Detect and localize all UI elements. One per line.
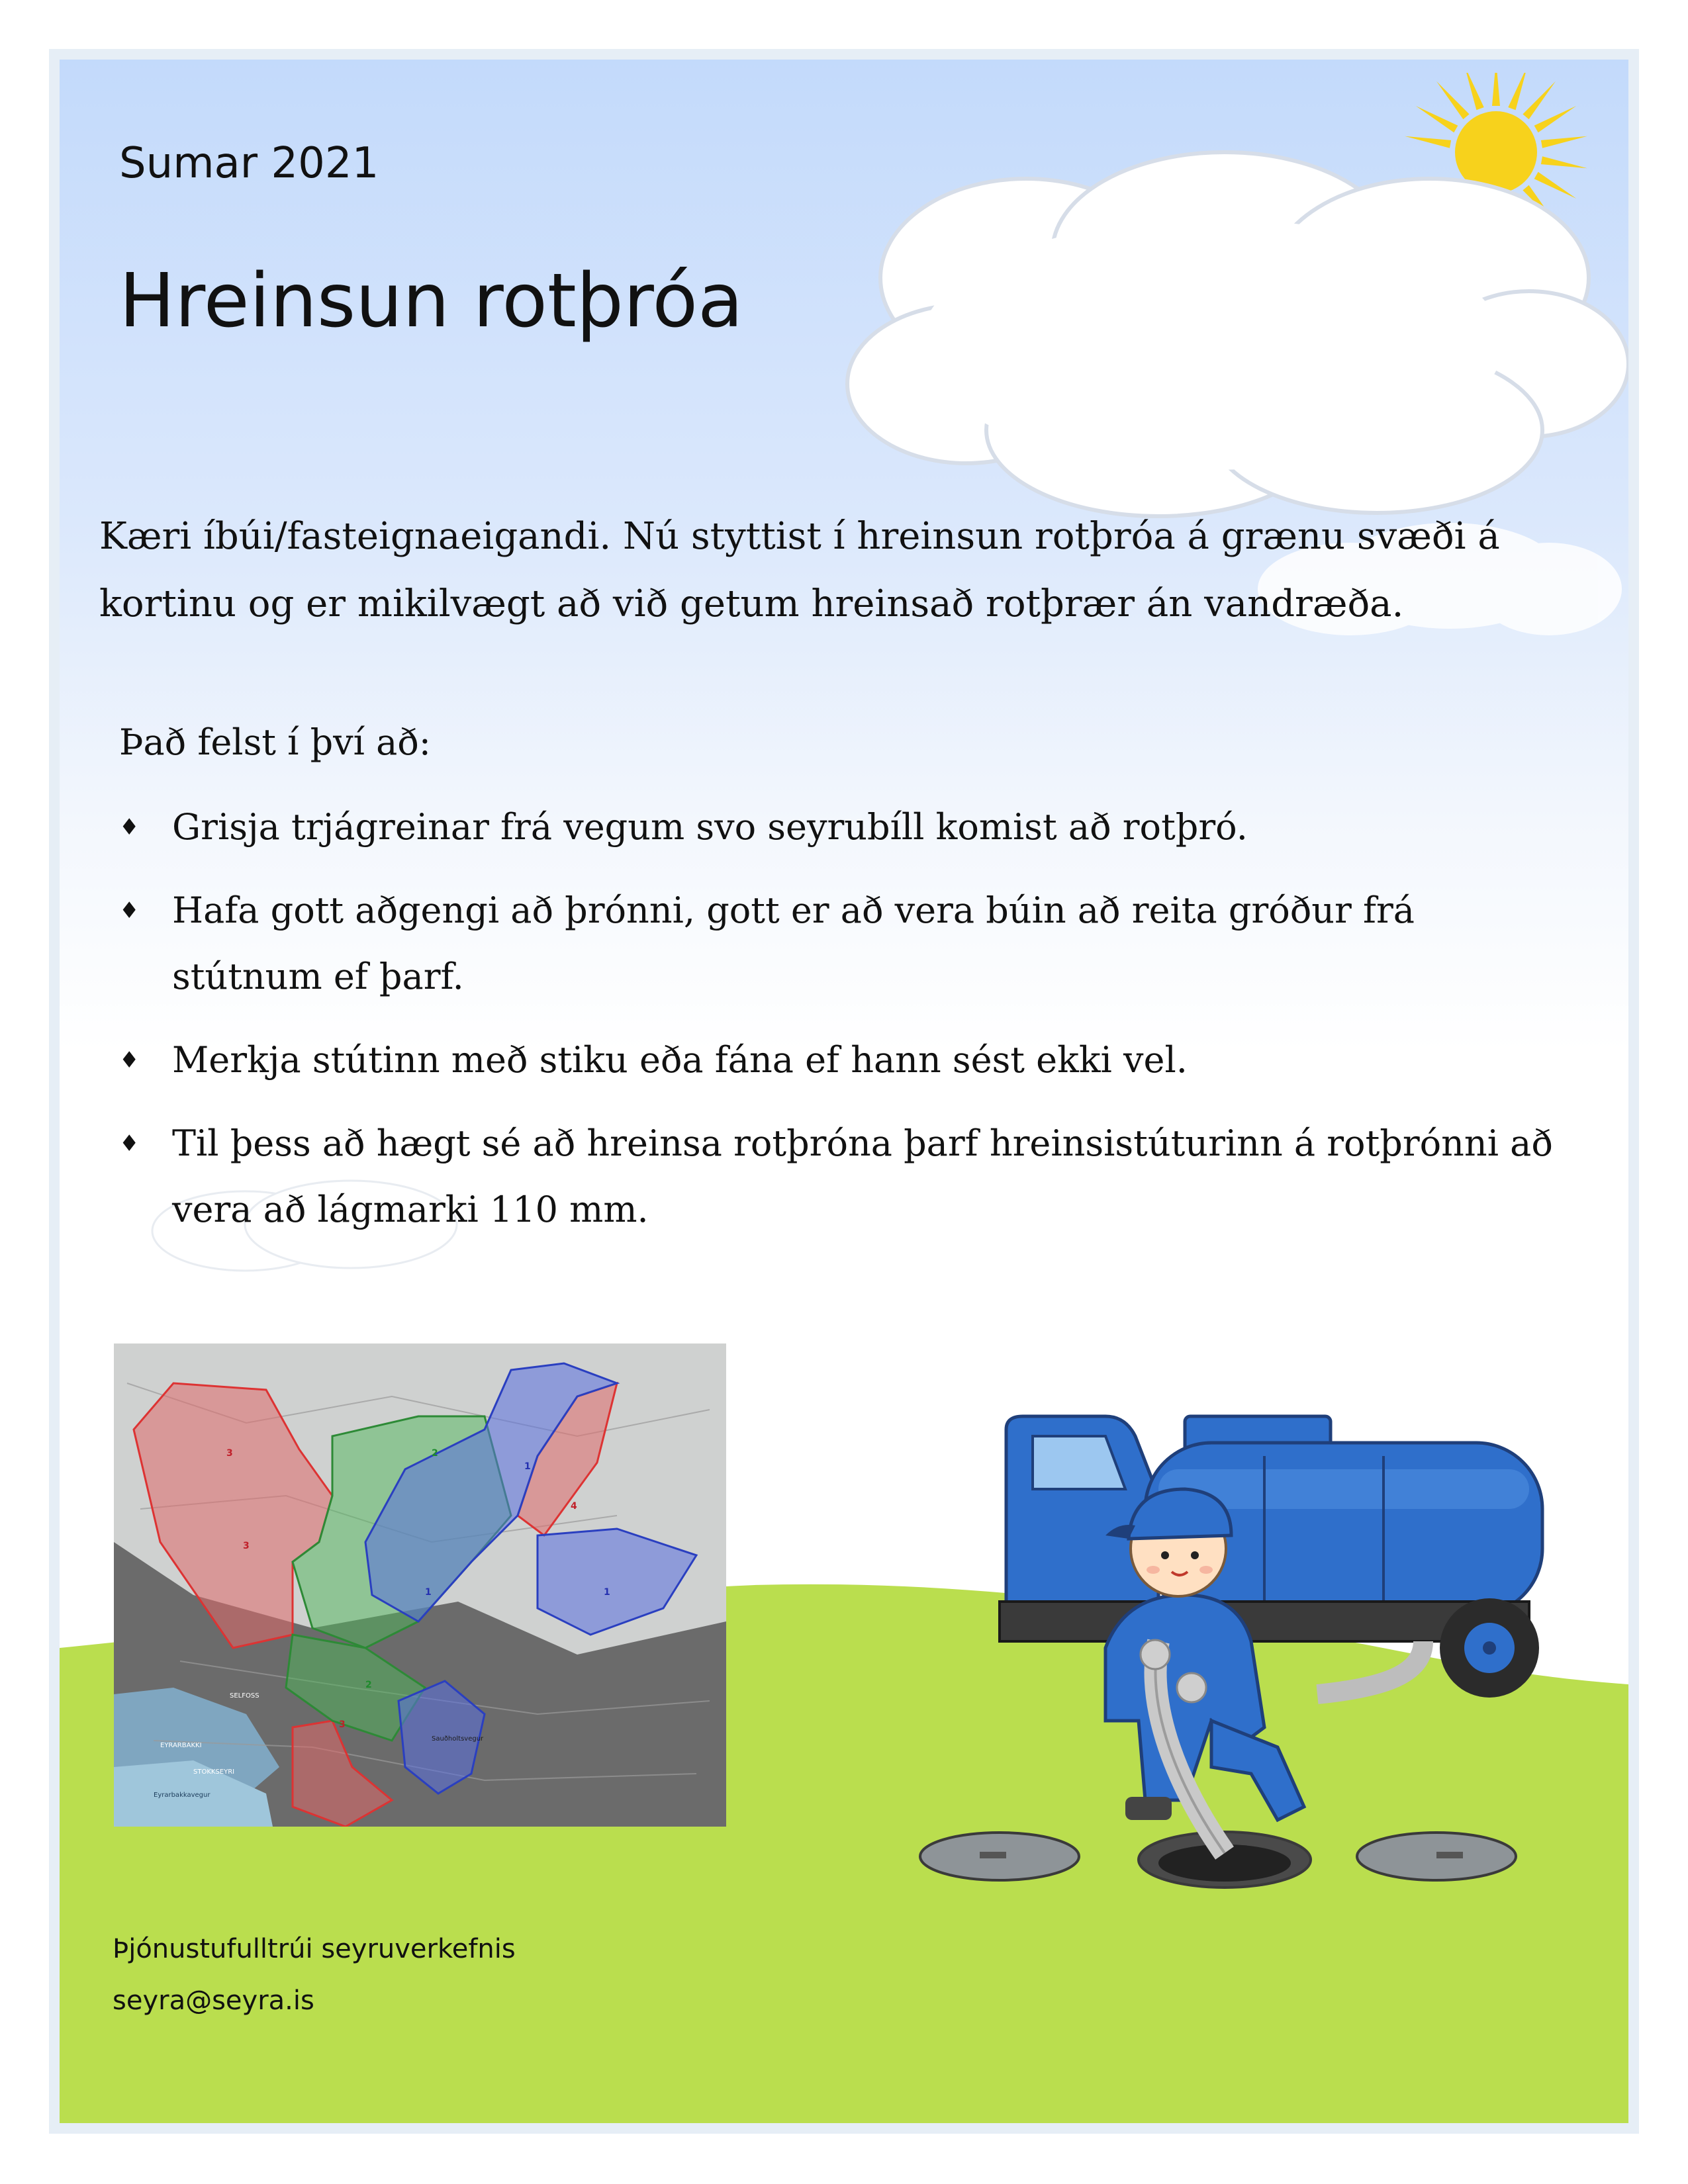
zone-label: 2	[365, 1680, 372, 1690]
place-label: Eyrarbakkavegur	[154, 1792, 211, 1799]
contact-email[interactable]: seyra@seyra.is	[113, 1985, 314, 2016]
list-lead: Það felst í því að:	[119, 721, 431, 763]
page-title: Hreinsun rotþróa	[119, 258, 743, 344]
cloud-illustration	[814, 146, 1628, 536]
list-item: ♦ Til þess að hægt sé að hreinsa rotþróna þarf hreinsistúturinn á rotþrónni að vera að lágmarki 110 mm.	[119, 1111, 1575, 1243]
instruction-list	[119, 794, 1575, 1260]
list-item: ♦ Merkja stútinn með stiku eða fána ef hann sést ekki vel.	[119, 1027, 1575, 1093]
zone-label: 1	[604, 1587, 610, 1598]
zone-label: 4	[571, 1501, 577, 1512]
diamond-bullet-icon: ♦	[119, 897, 140, 924]
intro-paragraph: Kæri íbúi/fasteignaeigandi. Nú styttist í hreinsun rotþróa á grænu svæði á kortinu og er mikilvægt að við getum hreinsað rotþrær án vandræða.	[99, 515, 1500, 625]
list-item: ♦ Hafa gott aðgengi að þrónni, gott er að vera búin að reita gróður frá stútnum ef þarf.	[119, 878, 1575, 1010]
season-label: Sumar 2021	[119, 139, 379, 188]
zone-label: 1	[524, 1461, 531, 1472]
contact-role: Þjónustufulltrúi seyruverkefnis	[113, 1934, 516, 1964]
diamond-bullet-icon: ♦	[119, 814, 140, 841]
zone-label: 3	[339, 1719, 346, 1730]
diamond-bullet-icon: ♦	[119, 1047, 140, 1073]
service-area-map	[114, 1343, 726, 1827]
zone-label: 3	[243, 1541, 250, 1551]
zone-label: 1	[425, 1587, 432, 1598]
diamond-bullet-icon: ♦	[119, 1130, 140, 1157]
septic-truck-illustration	[907, 1377, 1622, 1919]
zone-label: 3	[226, 1448, 233, 1459]
flyer-page	[60, 60, 1628, 2123]
place-label: Sauðholtsvegur	[432, 1735, 484, 1743]
place-label: EYRARBAKKI	[160, 1742, 202, 1749]
zone-label: 2	[432, 1448, 438, 1459]
place-label: STOKKSEYRI	[193, 1768, 235, 1776]
list-item: ♦ Grisja trjágreinar frá vegum svo seyrubíll komist að rotþró.	[119, 794, 1575, 860]
place-label: SELFOSS	[230, 1692, 259, 1700]
